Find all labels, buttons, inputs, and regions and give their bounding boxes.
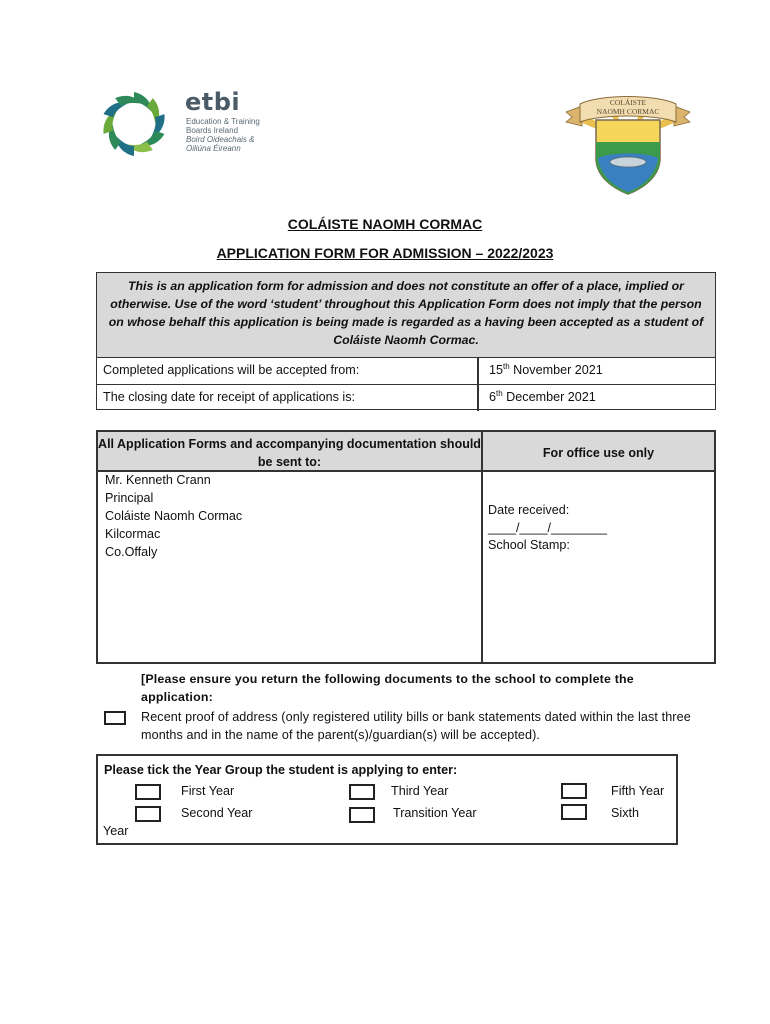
sixth-year-label-wrap: Year [103, 824, 129, 838]
date-received-blank: ____/____/________ [488, 521, 608, 535]
etbi-line: Boards Ireland [186, 126, 239, 135]
accepted-day: 15 [489, 363, 504, 377]
etbi-swirl-icon [96, 88, 172, 160]
closing-month-year: December 2021 [502, 390, 596, 404]
school-stamp-label: School Stamp: [488, 538, 570, 552]
address-line: Coláiste Naomh Cormac [105, 509, 243, 523]
sixth-year-label: Sixth [611, 806, 639, 820]
documents-instruction: [Please ensure you return the following documents to the school to complete the application: [141, 672, 634, 704]
first-year-checkbox[interactable] [135, 784, 161, 800]
fifth-year-checkbox[interactable] [561, 783, 587, 799]
address-box [96, 430, 716, 664]
etbi-wordmark: etbi [185, 88, 241, 116]
row-divider [477, 385, 479, 411]
column-divider [481, 432, 483, 662]
accepted-day-suffix: th [503, 361, 510, 371]
fifth-year-label: Fifth Year [611, 784, 665, 798]
closing-day-suffix: th [496, 388, 503, 398]
accepted-from-label: Completed applications will be accepted from: [103, 363, 360, 377]
address-line: Co.Offaly [105, 545, 158, 559]
first-year-label: First Year [181, 784, 235, 798]
accepted-from-row [97, 357, 715, 384]
closing-day: 6 [489, 390, 497, 404]
transition-year-label: Transition Year [393, 806, 477, 820]
proof-of-address-checkbox[interactable] [104, 711, 126, 725]
crest-ribbon-line2: NAOMH CORMAC [596, 107, 660, 116]
accepted-month-year: November 2021 [509, 363, 603, 377]
school-crest-icon [560, 92, 696, 196]
second-year-checkbox[interactable] [135, 806, 161, 822]
form-title: APPLICATION FORM FOR ADMISSION – 2022/2023 [216, 245, 554, 261]
notice-box [96, 272, 716, 410]
sixth-year-checkbox[interactable] [561, 804, 587, 820]
closing-date-value [489, 390, 596, 404]
etbi-logo [96, 88, 276, 160]
closing-date-row [97, 384, 715, 411]
second-year-label: Second Year [181, 806, 253, 820]
third-year-label: Third Year [391, 784, 449, 798]
proof-of-address-text: Recent proof of address (only registered utility bills or bank statements dated within the last three months and in the name of the parent(s)/guardian(s) will be accepted). [141, 710, 691, 742]
send-to-heading: All Application Forms and accompanying documentation should be sent to: [98, 432, 481, 470]
school-title: COLÁISTE NAOMH CORMAC [287, 216, 483, 232]
address-line: Kilcormac [105, 527, 161, 541]
office-use-heading: For office use only [483, 432, 714, 470]
address-line: Principal [105, 491, 154, 505]
address-line: Mr. Kenneth Crann [105, 473, 211, 487]
closing-date-label: The closing date for receipt of applications is: [103, 390, 356, 404]
third-year-checkbox[interactable] [349, 784, 375, 800]
row-divider [477, 358, 479, 384]
admission-notice: This is an application form for admission and does not constitute an offer of a place, implied or otherwise. Use of the word ‘student’ throughout this Application Form does not imply that the person on whose behalf this application is being made is regarded as a having been accepted as a student of Coláiste Naomh Cormac. [97, 273, 715, 357]
etbi-line: Boird Oideachais & [186, 135, 255, 144]
transition-year-checkbox[interactable] [349, 807, 375, 823]
date-received-label: Date received: [488, 503, 570, 517]
year-group-prompt: Please tick the Year Group the student is applying to enter: [104, 763, 458, 777]
etbi-line: Oiliúna Éireann [186, 144, 241, 153]
etbi-line: Education & Training [186, 117, 260, 126]
accepted-from-value [489, 363, 603, 377]
year-group-box [96, 754, 678, 845]
heading-divider [98, 470, 714, 472]
crest-ribbon-line1: COLÁISTE [609, 98, 647, 107]
